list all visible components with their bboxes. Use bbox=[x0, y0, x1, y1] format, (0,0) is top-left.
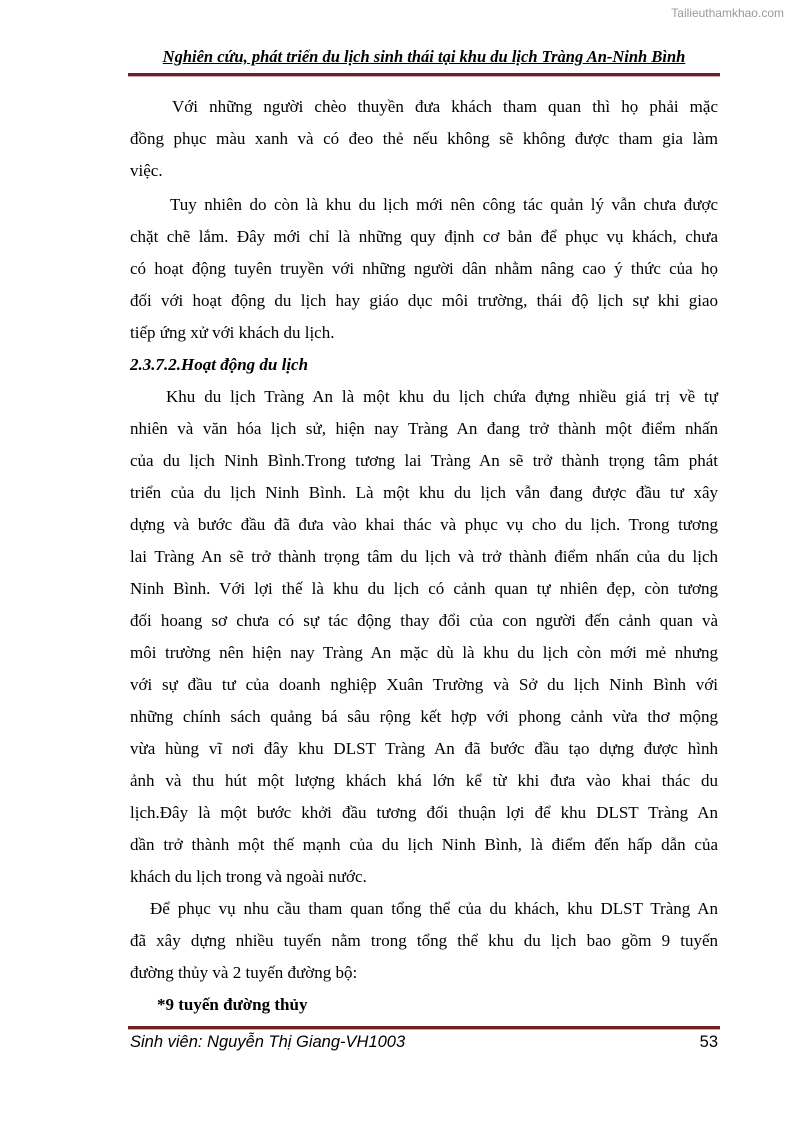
text-line: những chính sách quảng bá sâu rộng kết hợp với phong cảnh vừa thơ mộng bbox=[130, 707, 718, 726]
text-line: 2.3.7.2.Hoạt động du lịch bbox=[130, 355, 309, 374]
text-line: đã xây dựng nhiều tuyến nằm trong tổng thể khu du lịch bao gồm 9 tuyến bbox=[130, 931, 718, 950]
text-line: Ninh Bình. Với lợi thế là khu du lịch có cảnh quan tự nhiên đẹp, còn tương bbox=[130, 579, 718, 598]
footer-student: Sinh viên: Nguyễn Thị Giang-VH1003 bbox=[130, 1033, 406, 1051]
section-heading bbox=[130, 349, 718, 381]
text-line: Để phục vụ nhu cầu tham quan tổng thể của du khách, khu DLST Tràng An bbox=[150, 899, 718, 918]
text-line: với sự đầu tư của doanh nghiệp Xuân Trường và Sở du lịch Ninh Bình với bbox=[130, 675, 718, 694]
subheading bbox=[130, 989, 718, 1021]
text-line: chặt chẽ lắm. Đây mới chỉ là những quy định cơ bản để phục vụ khách, chưa bbox=[130, 227, 718, 246]
text-line: tiếp ứng xử với khách du lịch. bbox=[130, 323, 335, 342]
text-line: Khu du lịch Tràng An là một khu du lịch chứa đựng nhiều giá trị về tự bbox=[166, 387, 718, 406]
text-line: dần trở thành một thế mạnh của du lịch Ninh Bình, là điểm đến hấp dẫn của bbox=[130, 835, 718, 854]
footer bbox=[130, 1033, 718, 1052]
text-line: Tuy nhiên do còn là khu du lịch mới nên công tác quản lý vẫn chưa được bbox=[170, 195, 718, 214]
text-line: lịch.Đây là một bước khởi đầu tương đối thuận lợi để khu DLST Tràng An bbox=[130, 803, 718, 822]
paragraph bbox=[130, 381, 718, 893]
text-line: Với những người chèo thuyền đưa khách tham quan thì họ phải mặc bbox=[172, 97, 718, 116]
text-line: dựng và bước đầu đã đưa vào khai thác và phục vụ cho du lịch. Trong tương bbox=[130, 515, 718, 534]
text-line: có hoạt động tuyên truyền với những người dân nhằm nâng cao ý thức của họ bbox=[130, 259, 718, 278]
text-line: lai Tràng An sẽ trở thành trọng tâm du lịch và trở thành điểm nhấn của du lịch bbox=[130, 547, 718, 566]
text-line: khách du lịch trong và ngoài nước. bbox=[130, 867, 367, 886]
text-line: của du lịch Ninh Bình.Trong tương lai Tràng An sẽ trở thành trọng tâm phát bbox=[130, 451, 718, 470]
text-line: môi trường nên hiện nay Tràng An mặc dù là khu du lịch còn mới mẻ nhưng bbox=[130, 643, 718, 662]
watermark: Tailieuthamkhao.com bbox=[671, 6, 784, 20]
paragraph bbox=[130, 893, 718, 989]
page-number: 53 bbox=[699, 1033, 718, 1051]
paragraph bbox=[130, 189, 718, 349]
paragraph bbox=[130, 91, 718, 187]
text-line: *9 tuyến đường thủy bbox=[157, 995, 308, 1014]
text-line: ảnh và thu hút một lượng khách khá lớn kể từ khi đưa vào khai thác du bbox=[130, 771, 718, 790]
header-rule bbox=[128, 73, 720, 77]
text-line: triển của du lịch Ninh Bình. Là một khu du lịch vẫn đang được đầu tư xây bbox=[130, 483, 718, 502]
document-body bbox=[130, 91, 718, 1021]
text-line: đường thủy và 2 tuyến đường bộ: bbox=[130, 963, 358, 982]
running-header: Nghiên cứu, phát triển du lịch sinh thái tại khu du lịch Tràng An-Ninh Bình bbox=[162, 47, 686, 66]
text-line: đồng phục màu xanh và có đeo thẻ nếu không sẽ không được tham gia làm bbox=[130, 129, 718, 148]
text-line: đối hoang sơ chưa có sự tác động thay đổi của con người đến cảnh quan và bbox=[130, 611, 718, 630]
footer-rule bbox=[128, 1026, 720, 1030]
text-line: đối với hoạt động du lịch hay giáo dục môi trường, thái độ lịch sự khi giao bbox=[130, 291, 718, 310]
text-line: vừa hùng vĩ nơi đây khu DLST Tràng An đã bước đầu tạo dựng được hình bbox=[130, 739, 718, 758]
text-line: việc. bbox=[130, 161, 163, 180]
text-line: nhiên và văn hóa lịch sử, hiện nay Tràng An đang trở thành một điểm nhấn bbox=[130, 419, 718, 438]
